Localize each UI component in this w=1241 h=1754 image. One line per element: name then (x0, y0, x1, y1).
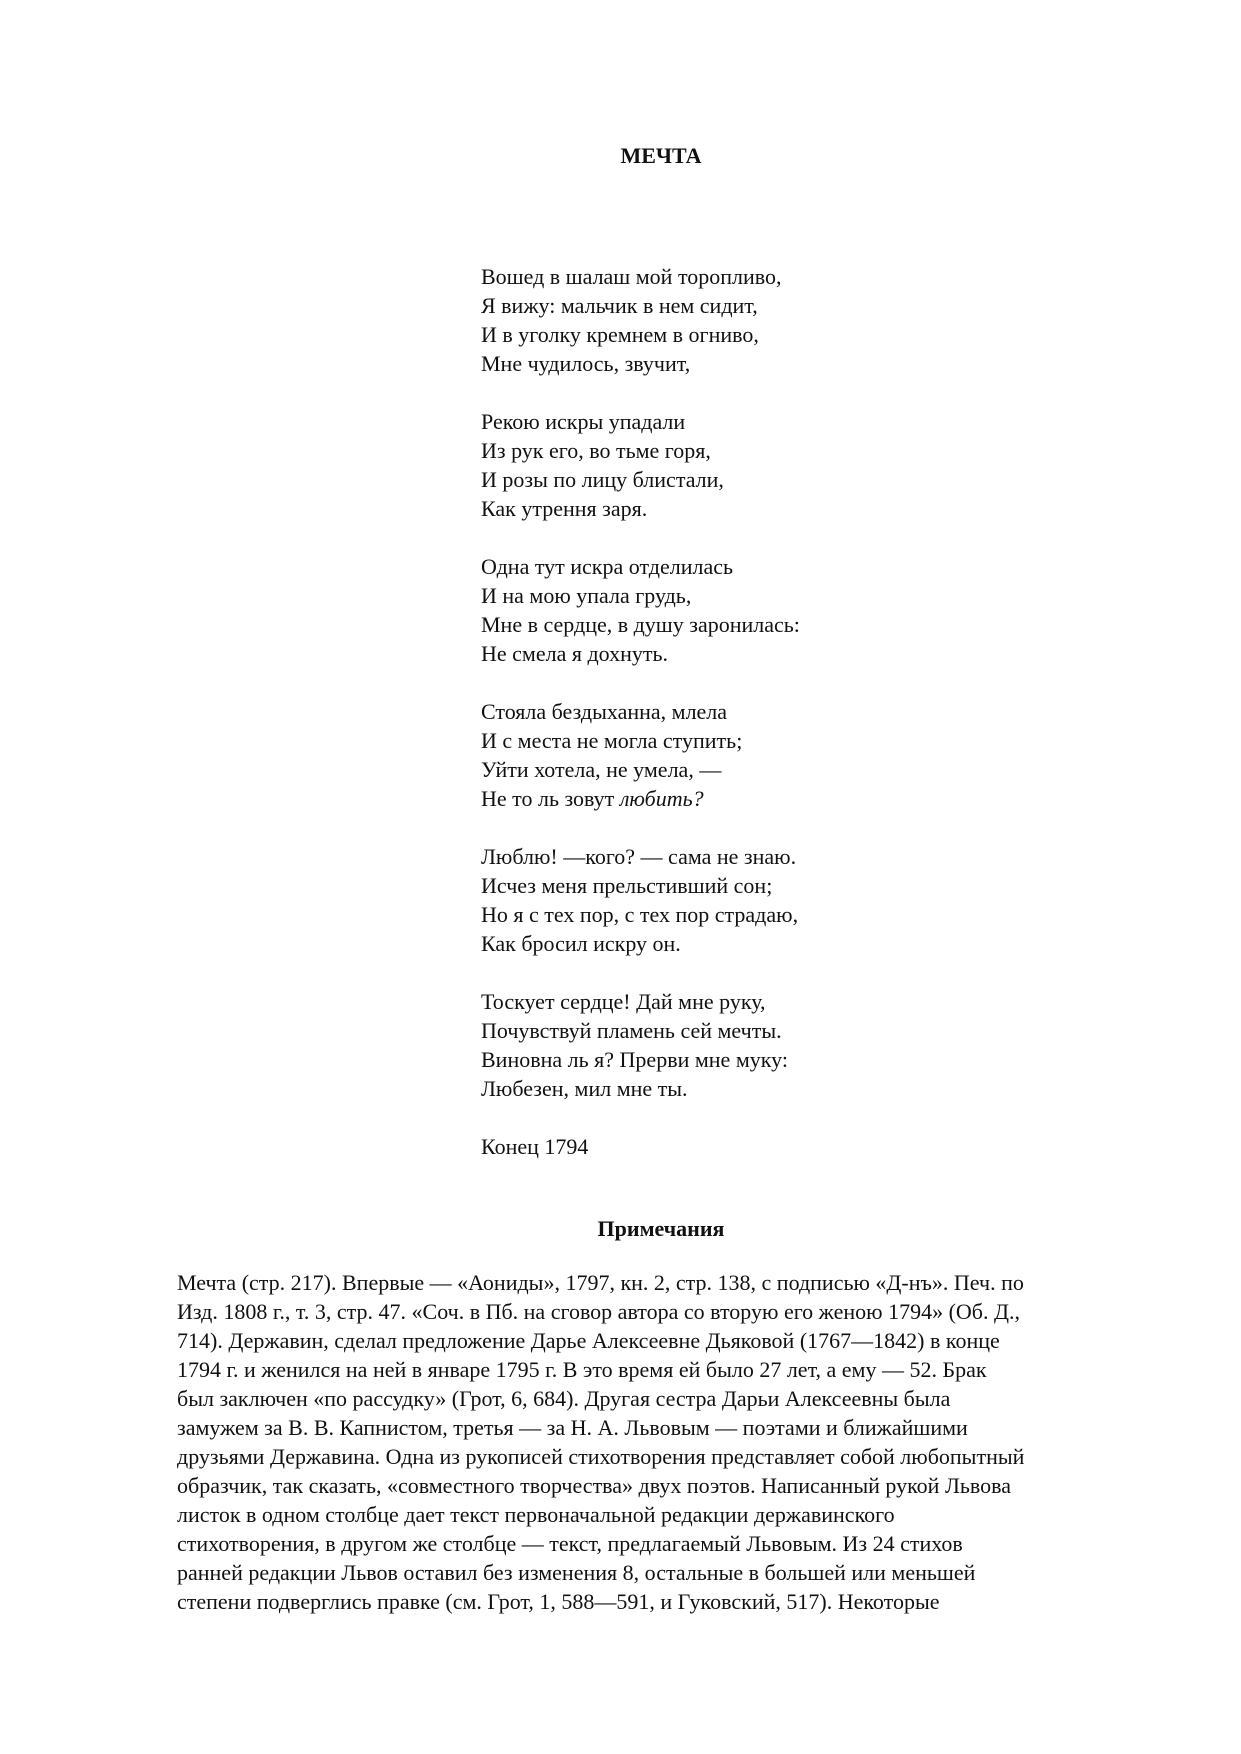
poem-line: Люблю! —кого? — сама не знаю. (481, 844, 797, 869)
notes-line: 1794 г. и женился на ней в январе 1795 г. В это время ей было 27 лет, а ему — 52. Брак (177, 1357, 987, 1382)
poem-line: И на мою упала грудь, (481, 583, 692, 608)
stanza-1 (481, 262, 800, 378)
poem-line: Не смела я дохнуть. (481, 641, 669, 666)
notes-body (177, 1268, 1177, 1616)
poem-line: Исчез меня прельстивший сон; (481, 873, 773, 898)
notes-line: стихотворения, в другом же столбце — текст, предлагаемый Львовым. Из 24 стихов (177, 1531, 963, 1556)
poem-line-with-italic (481, 784, 800, 813)
notes-line: степени подверглись правке (см. Грот, 1, 588—591, и Гуковский, 517). Некоторые (177, 1589, 940, 1614)
poem-line-italic-word: любить? (619, 786, 704, 811)
poem-line: Любезен, мил мне ты. (481, 1076, 688, 1101)
poem-line: Уйти хотела, не умела, — (481, 757, 722, 782)
poem-line: Мне чудилось, звучит, (481, 351, 691, 376)
poem-line: Как бросил искру он. (481, 931, 681, 956)
poem-line: Из рук его, во тьме горя, (481, 438, 711, 463)
poem-line: И в уголку кремнем в огниво, (481, 322, 759, 347)
poem-line: Почувствуй пламень сей мечты. (481, 1018, 782, 1043)
poem-line: Одна тут искра отделилась (481, 554, 734, 579)
stanza-6 (481, 987, 800, 1103)
notes-line: листок в одном столбце дает текст первоначальной редакции державинского (177, 1502, 895, 1527)
notes-line: 714). Державин, сделал предложение Дарье Алексеевне Дьяковой (1767—1842) в конце (177, 1328, 1000, 1353)
poem (481, 262, 800, 1161)
notes-line: образчик, так сказать, «совместного творчества» двух поэтов. Написанный рукой Львова (177, 1473, 1011, 1498)
poem-line: И розы по лицу блистали, (481, 467, 724, 492)
poem-line: Я вижу: мальчик в нем сидит, (481, 293, 758, 318)
notes-line: ранней редакции Львов оставил без изменения 8, остальные в большей или меньшей (177, 1560, 976, 1585)
notes-line: друзьями Державина. Одна из рукописей стихотворения представляет собой любопытный (177, 1444, 1025, 1469)
poem-line: Стояла бездыханна, млела (481, 699, 728, 724)
poem-line: Рекою искры упадали (481, 409, 686, 434)
stanza-2 (481, 407, 800, 523)
notes-heading: Примечания (597, 1216, 725, 1241)
notes-line: замужем за В. В. Капнистом, третья — за Н. А. Львовым — поэтами и ближайшими (177, 1415, 968, 1440)
notes-line: был заключен «по рассудку» (Грот, 6, 684). Другая сестра Дарьи Алексеевны была (177, 1386, 951, 1411)
stanza-3 (481, 552, 800, 668)
poem-date: Конец 1794 (481, 1134, 589, 1159)
notes-line: Изд. 1808 г., т. 3, стр. 47. «Соч. в Пб. на сговор автора со вторую его женою 1794» (Об. Д., (177, 1299, 1020, 1324)
poem-line: Вошед в шалаш мой торопливо, (481, 264, 782, 289)
notes-line: Мечта (стр. 217). Впервые — «Аониды», 1797, кн. 2, стр. 138, с подписью «Д-нъ». Печ. по (177, 1270, 1024, 1295)
poem-line-prefix: Не то ль зовут (481, 786, 620, 811)
poem-line: Мне в сердце, в душу заронилась: (481, 612, 800, 637)
poem-line: И с места не могла ступить; (481, 728, 743, 753)
stanza-4 (481, 697, 800, 813)
poem-line: Тоскует сердце! Дай мне руку, (481, 989, 766, 1014)
stanza-5 (481, 842, 800, 958)
poem-line: Как утрення заря. (481, 496, 648, 521)
page-title: МЕЧТА (620, 143, 702, 168)
poem-line: Но я с тех пор, с тех пор страдаю, (481, 902, 799, 927)
poem-line: Виновна ль я? Прерви мне муку: (481, 1047, 788, 1072)
